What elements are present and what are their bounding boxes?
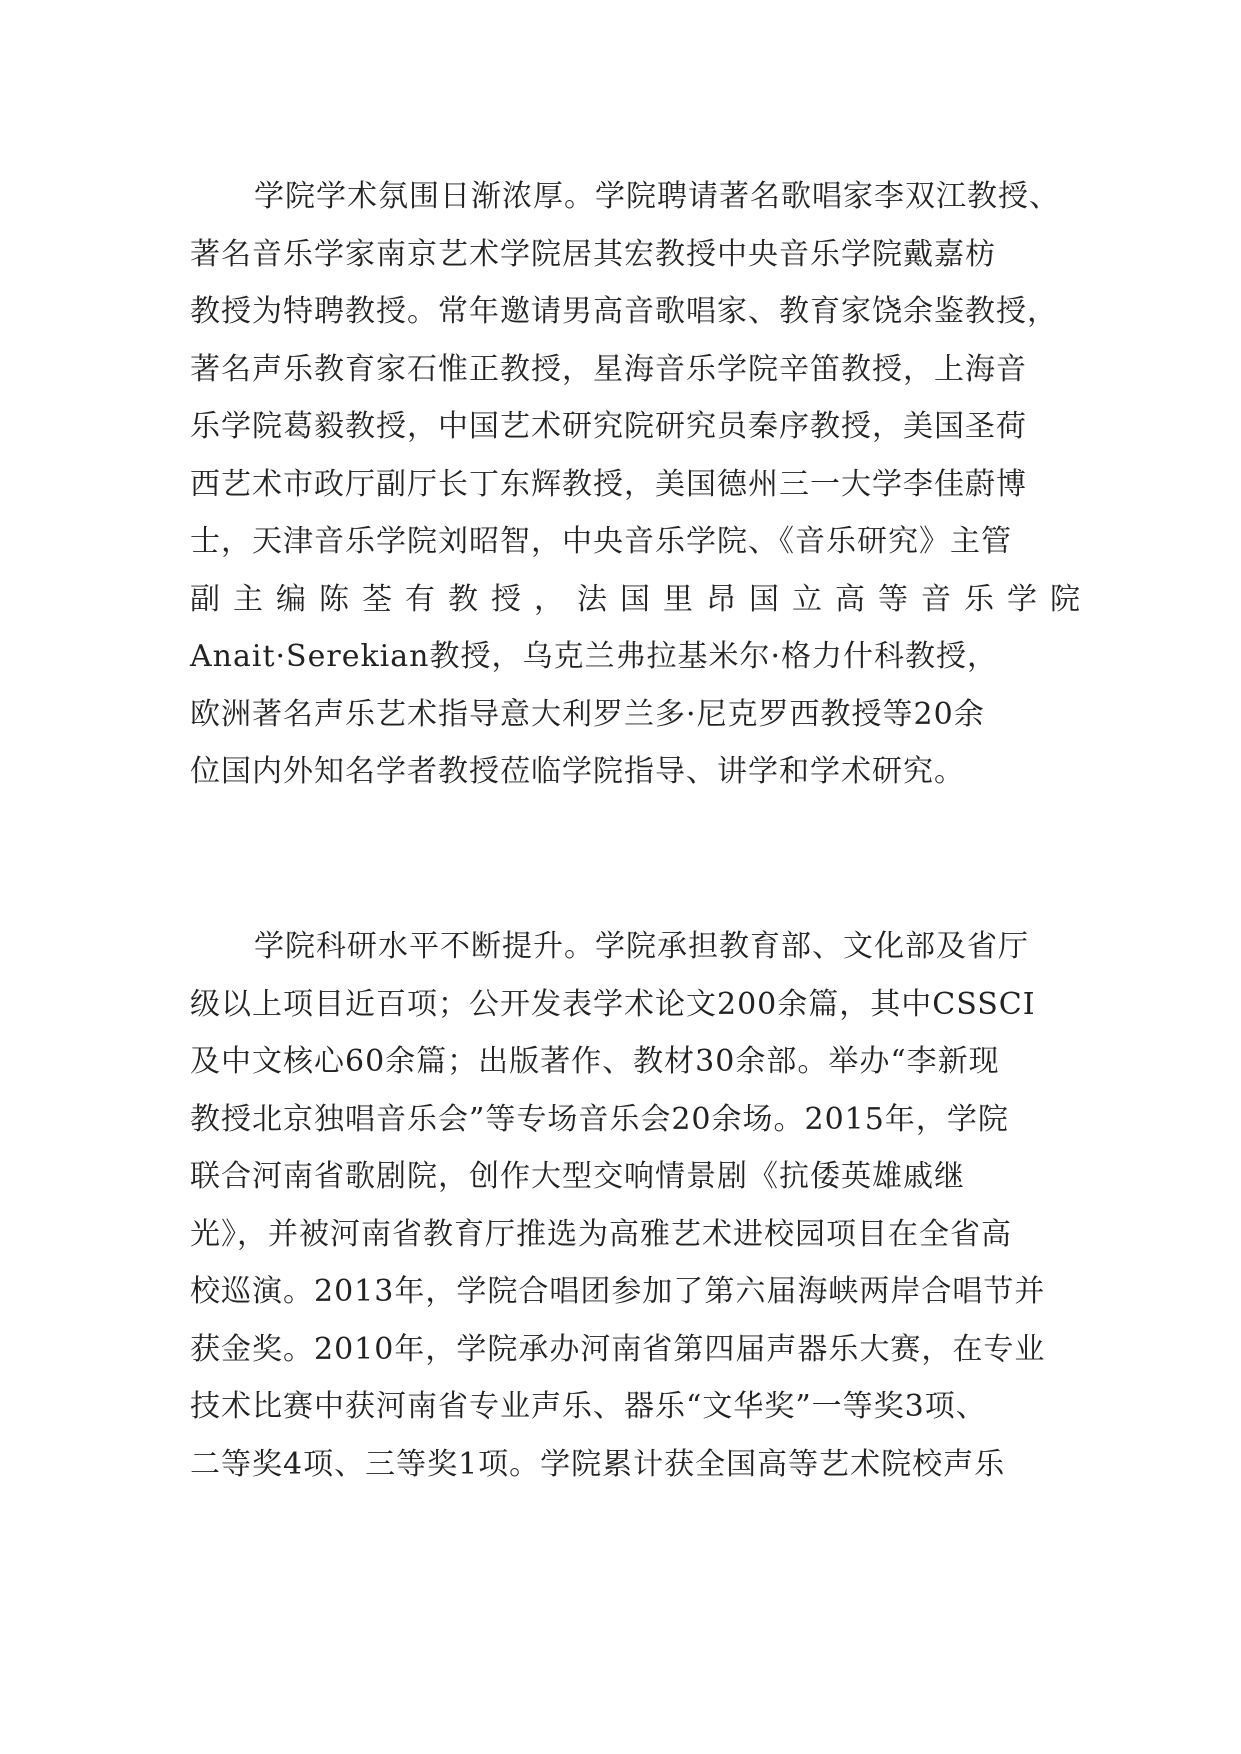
paragraph-research-level	[190, 918, 1070, 1493]
text-line: 欧洲著名声乐艺术指导意大利罗兰多·尼克罗西教授等20余	[190, 696, 985, 732]
text-line: 联合河南省歌剧院，创作大型交响情景剧《抗倭英雄戚继	[190, 1159, 965, 1194]
text-line: 著名声乐教育家石惟正教授，星海音乐学院辛笛教授，上海音	[190, 351, 1027, 387]
text-line: 著名音乐学家南京艺术学院居其宏教授中央音乐学院戴嘉枋	[190, 236, 996, 272]
paragraph-academic-atmosphere	[190, 168, 1093, 801]
text-line: 校巡演。2013年，学院合唱团参加了第六届海峡两岸合唱节并	[190, 1274, 1046, 1309]
text-line: Anait·Serekian教授，乌克兰弗拉基米尔·格力什科教授，	[190, 639, 998, 674]
text-line: 二等奖4项、三等奖1项。学院累计获全国高等艺术院校声乐	[190, 1446, 1006, 1482]
text-line: 乐学院葛毅教授，中国艺术研究院研究员秦序教授，美国圣荷	[190, 409, 1027, 444]
text-line: 及中文核心60余篇；出版著作、教材30余部。举办“李新现	[190, 1044, 1000, 1079]
text-line: 教授北京独唱音乐会”等专场音乐会20余场。2015年，学院	[190, 1101, 1009, 1137]
text-line: 学院学术氛围日渐浓厚。学院聘请著名歌唱家李双江教授、	[254, 179, 1060, 214]
text-line: 位国内外知名学者教授莅临学院指导、讲学和学术研究。	[190, 754, 965, 789]
text-line: 光》，并被河南省教育厅推选为高雅艺术进校园项目在全省高	[190, 1216, 1012, 1252]
text-line: 士，天津音乐学院刘昭智，中央音乐学院、《音乐研究》主管	[190, 524, 1012, 559]
text-line: 副主编陈荃有教授，法国里昂国立高等音乐学院	[190, 581, 1093, 617]
text-line: 技术比赛中获河南省专业声乐、器乐“文华奖”一等奖3项、	[190, 1389, 987, 1424]
text-line: 教授为特聘教授。常年邀请男高音歌唱家、教育家饶余鉴教授，	[190, 294, 1058, 329]
text-line: 获金奖。2010年，学院承办河南省第四届声器乐大赛，在专业	[190, 1331, 1046, 1367]
text-line: 学院科研水平不断提升。学院承担教育部、文化部及省厅	[254, 929, 1029, 964]
text-line: 西艺术市政厅副厅长丁东辉教授，美国德州三一大学李佳蔚博	[190, 466, 1027, 502]
text-line: 级以上项目近百项；公开发表学术论文200余篇，其中CSSCI	[190, 986, 1036, 1022]
